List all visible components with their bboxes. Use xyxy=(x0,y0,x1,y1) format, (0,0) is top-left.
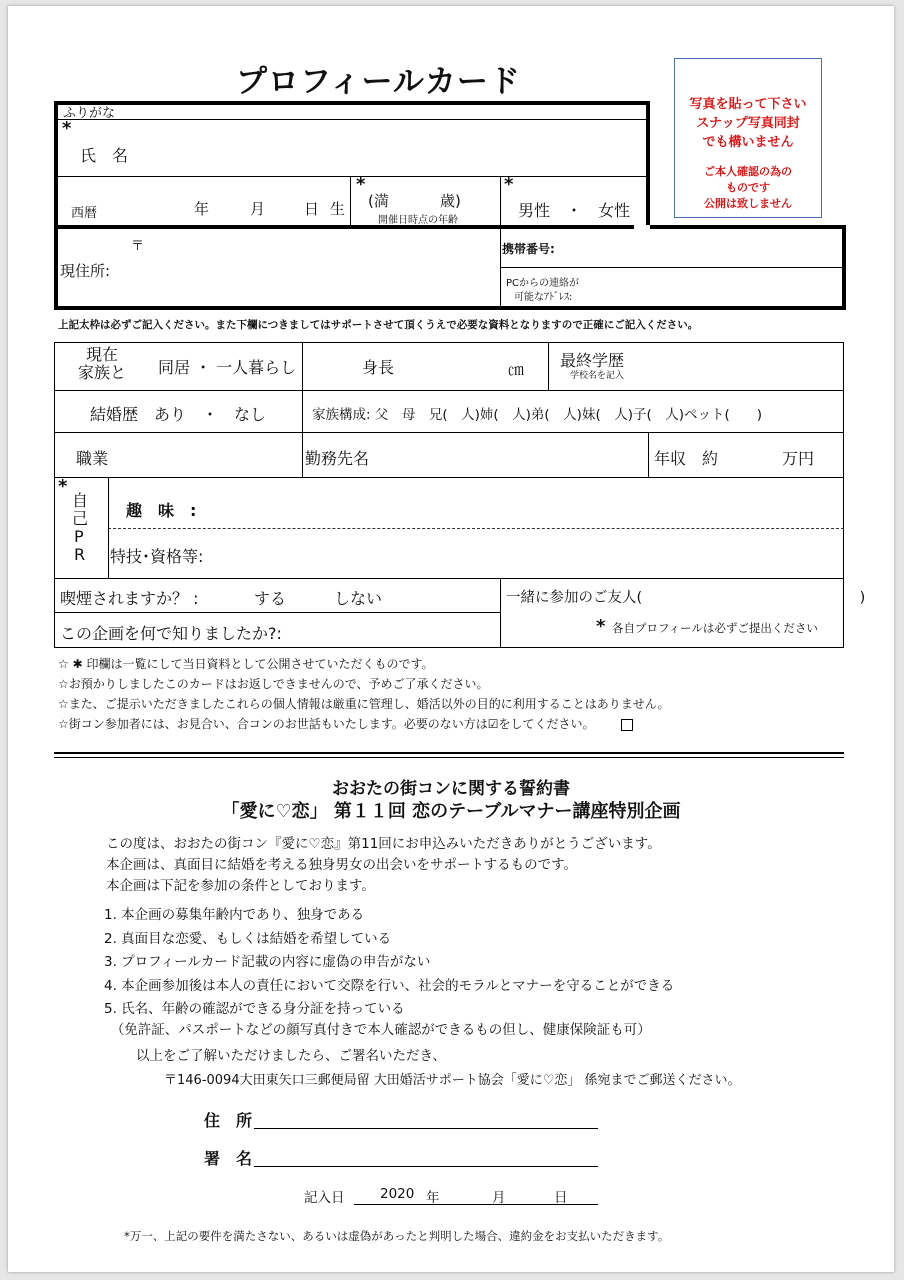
date-label: 記入日 xyxy=(304,1190,345,1206)
intro-line: 本企画は、真面目に結婚を考える独身男女の出会いをサポートするものです。 xyxy=(106,857,578,873)
smoke-no[interactable]: しない xyxy=(334,589,383,608)
photo-text-2: スナップ写真同封 xyxy=(696,116,800,131)
how-know-label: この企画を何で知りましたか?: xyxy=(60,624,282,643)
pc-label-1: PCからの連絡が xyxy=(506,278,580,289)
profile-note: 各自プロフィールは必ずご提出ください xyxy=(612,621,818,635)
condition-item: （免許証、パスポートなどの顔写真付きで本人確認ができるもの但し、健康保険証も可） xyxy=(104,1021,651,1038)
divider xyxy=(54,752,844,754)
cm-unit: ㎝ xyxy=(508,360,525,379)
phone-label: 携帯番号: xyxy=(502,242,555,256)
postal-mark: 〒 xyxy=(131,239,145,254)
closing-line-2: 〒146-0094大田東矢口三郵便局留 大田婚活サポート協会「愛に♡恋」 係宛までご郵送ください。 xyxy=(164,1073,741,1088)
condition-item: 2. 真面目な恋愛、もしくは結婚を希望している xyxy=(104,930,392,947)
height-label: 身長 xyxy=(362,358,395,377)
notes-list xyxy=(58,654,669,734)
intro-line: 本企画は下記を参加の条件としております。 xyxy=(106,878,375,894)
footnote: *万一、上記の要件を満たさない、あるいは虚偽があったと判明した場合、違約金をお支払いただきます。 xyxy=(124,1229,670,1243)
condition-item: 3. プロフィールカード記載の内容に虚偽の申告がない xyxy=(104,954,431,970)
pc-label-2: 可能なｱﾄﾞﾚｽ: xyxy=(514,292,573,303)
smoke-question: 喫煙されますか？ : xyxy=(60,589,199,608)
signature-label: 署 名 xyxy=(204,1149,253,1168)
date-year: 2020 xyxy=(380,1186,415,1202)
required-mark: * xyxy=(596,616,606,637)
conditions-list xyxy=(104,904,674,1042)
required-note: 上記太枠は必ずご記入ください。また下欄につきましてはサポートさせて頂くうえで必要な資料となりますので正確にご記入ください。 xyxy=(58,319,699,331)
photo-text-4: ご本人確認の為の xyxy=(704,165,792,178)
income-label: 年収 約 万円 xyxy=(654,449,815,468)
name-label: 氏 名 xyxy=(80,146,129,165)
smoke-yes[interactable]: する xyxy=(254,589,287,608)
profile-card-page xyxy=(8,6,894,1272)
date-day-unit: 日 xyxy=(554,1190,568,1206)
month-label: 月 xyxy=(250,200,266,218)
furigana-label: ふりがな xyxy=(63,106,116,121)
divider xyxy=(54,757,844,758)
age-open-label: (満 xyxy=(368,192,389,210)
date-year-unit: 年 xyxy=(426,1190,440,1206)
intro-line: この度は、おおたの街コン『愛に♡恋』第11回にお申込みいただきありがとうございます。 xyxy=(106,836,661,852)
note-item: ☆ ✱ 印欄は一覧にして当日資料として公開させていただくものです。 xyxy=(58,657,434,671)
marriage-select[interactable]: 結婚歴 あり ・ なし xyxy=(90,405,267,424)
hobby-label: 趣 味 : xyxy=(126,501,197,520)
photo-text-5: ものです xyxy=(726,181,770,194)
note-item: ☆お預かりしましたこのカードはお返しできませんので、予めご了承ください。 xyxy=(58,677,489,691)
age-close-label: 歳) xyxy=(440,192,461,210)
condition-item: 1. 本企画の募集年齢内であり、独身である xyxy=(104,907,365,923)
address-sign-line[interactable] xyxy=(254,1128,598,1129)
pr-char-3: P xyxy=(74,527,84,546)
pr-char-4: R xyxy=(74,545,86,564)
family-label-2: 家族と xyxy=(78,363,127,382)
pledge-subheading: 「愛に♡恋」 第１１回 恋のテーブルマナー講座特別企画 xyxy=(221,801,681,822)
signature-line[interactable] xyxy=(254,1166,598,1167)
condition-item: 5. 氏名、年齢の確認ができる身分証を持っている xyxy=(104,1001,405,1017)
photo-text-3: でも構いません xyxy=(702,135,794,150)
address-sign-label: 住 所 xyxy=(204,1111,253,1130)
age-note: 開催日時点の年齢 xyxy=(378,215,458,226)
opt-out-checkbox[interactable] xyxy=(621,719,633,731)
family-composition[interactable]: 家族構成: 父 母 兄( 人)姉( 人)弟( 人)妹( 人)子( 人)ペット( ) xyxy=(312,407,763,423)
pledge-heading: おおたの街コンに関する誓約書 xyxy=(332,779,570,799)
friend-field[interactable]: 一緒に参加のご友人( ) xyxy=(506,590,866,606)
note-item: ☆また、ご提示いただきましたこれらの個人情報は厳重に管理し、婚活以外の目的に利用することはありません。 xyxy=(58,697,670,711)
required-mark: * xyxy=(356,174,366,195)
employer-label: 勤務先名 xyxy=(305,449,370,468)
page-title: プロフィールカード xyxy=(236,64,521,100)
closing-line-1: 以上をご了解いただけましたら、ご署名いただき、 xyxy=(136,1048,446,1064)
seireki-label: 西暦 xyxy=(71,206,98,221)
photo-placeholder[interactable] xyxy=(674,58,822,218)
required-mark: * xyxy=(62,118,72,139)
required-mark: * xyxy=(58,476,68,497)
photo-text-1: 写真を貼って下さい xyxy=(689,97,807,112)
job-label: 職業 xyxy=(76,449,109,468)
gender-select[interactable]: 男性 ・ 女性 xyxy=(518,201,631,220)
education-label: 最終学歴 xyxy=(560,351,625,370)
date-month-unit: 月 xyxy=(492,1190,506,1206)
required-mark: * xyxy=(504,174,514,195)
birth-label: 生 xyxy=(330,200,346,218)
pr-char-1: 自 xyxy=(72,491,89,510)
skills-label: 特技･資格等: xyxy=(110,547,204,566)
address-label: 現住所: xyxy=(60,262,111,280)
pr-char-2: 己 xyxy=(72,509,89,528)
pledge-intro xyxy=(106,834,661,897)
living-select[interactable]: 同居 ・ 一人暮らし xyxy=(158,358,297,377)
name-field[interactable] xyxy=(508,121,638,171)
note-item: ☆街コン参加者には、お見合い、合コンのお世話もいたします。必要のない方は☑をしてください。 xyxy=(58,717,595,731)
education-note: 学校名を記入 xyxy=(570,371,625,381)
year-label: 年 xyxy=(194,200,210,218)
day-label: 日 xyxy=(304,200,320,218)
family-label-1: 現在 xyxy=(86,345,119,364)
photo-text-6: 公開は致しません xyxy=(704,197,792,210)
condition-item: 4. 本企画参加後は本人の責任において交際を行い、社会的モラルとマナーを守ることができる xyxy=(104,977,675,994)
